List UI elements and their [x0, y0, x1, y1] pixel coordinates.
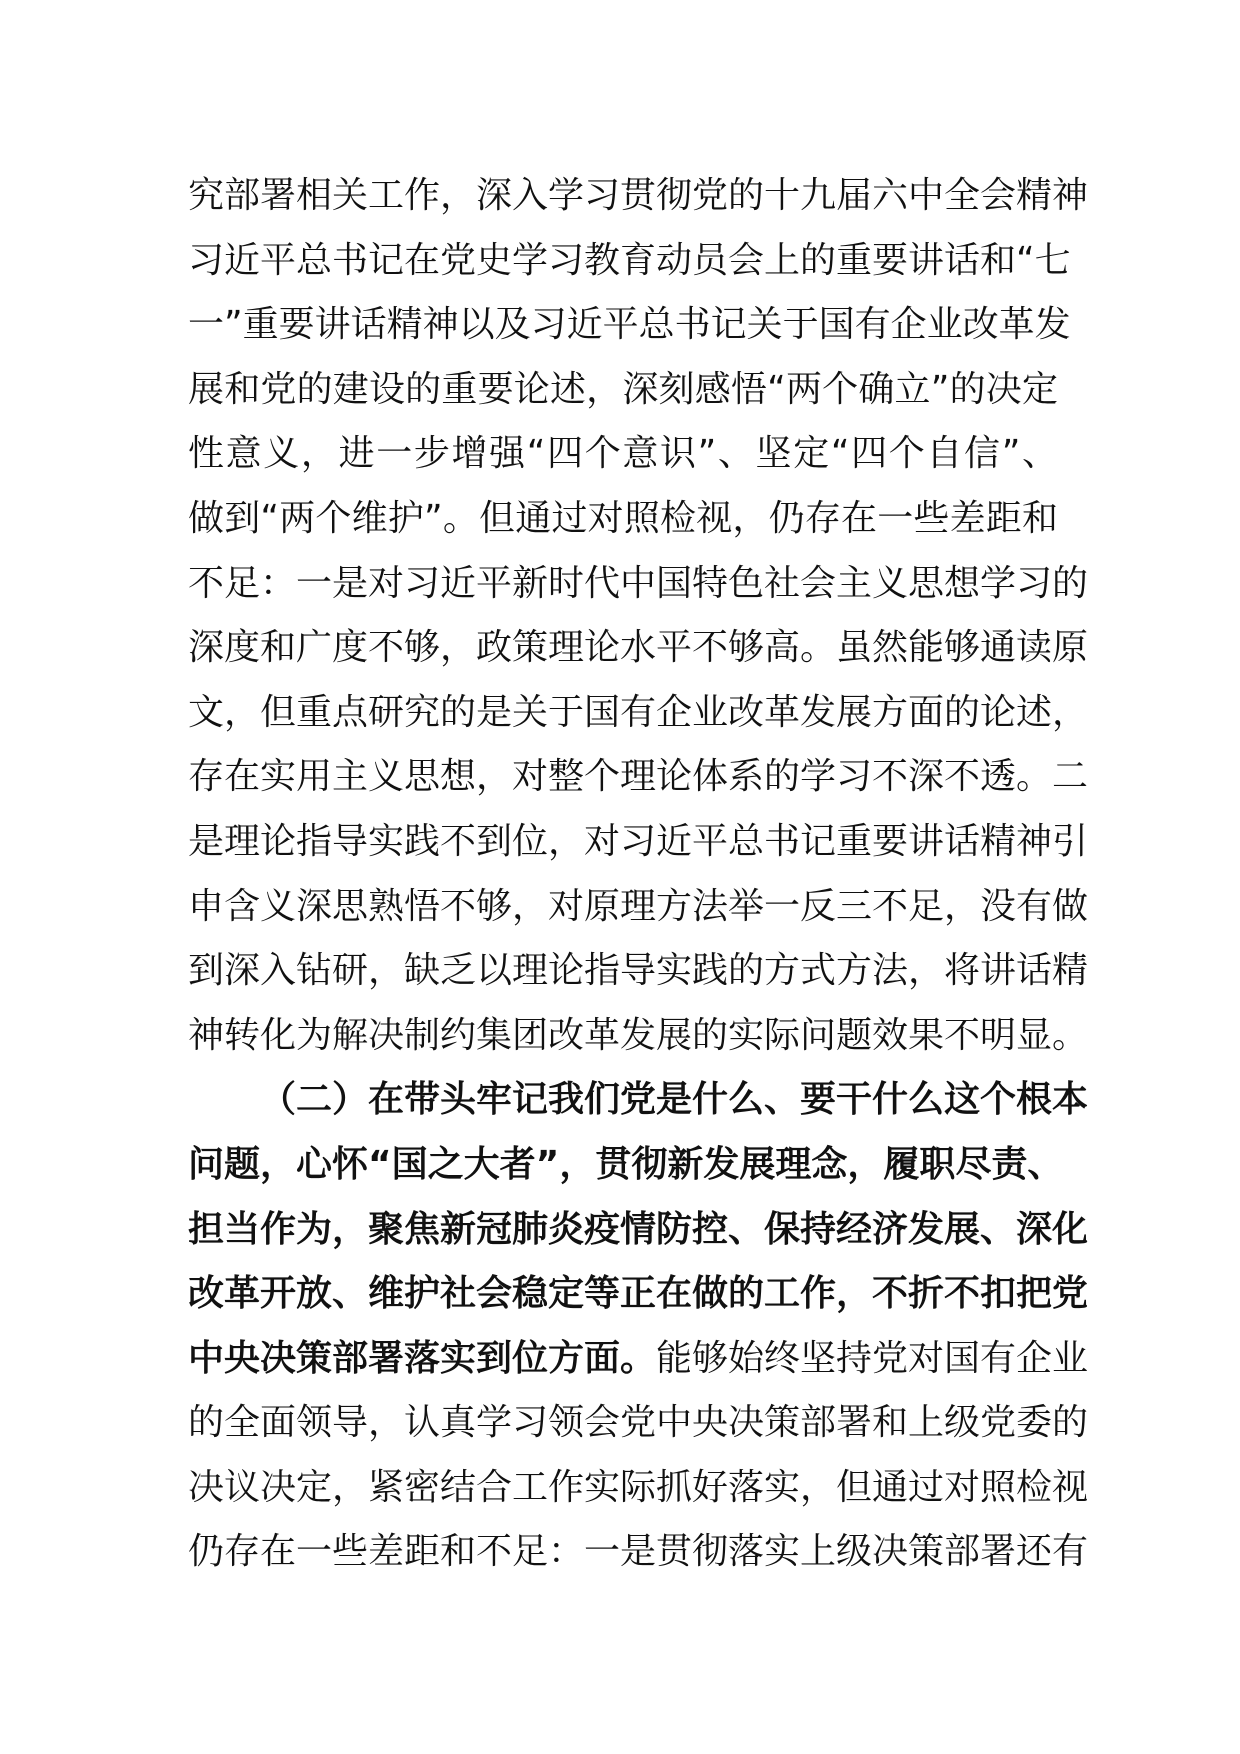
- text-line-7: 不足：一是对习近平新时代中国特色社会主义思想学习的: [188, 562, 1089, 604]
- text-line-13: 到深入钻研，缺乏以理论指导实践的方式方法，将讲话精: [188, 950, 1089, 992]
- text-line-22: 仍存在一些差距和不足：一是贯彻落实上级决策部署还有: [188, 1531, 1089, 1573]
- section-heading-line-2: 问题，心怀“国之大者”，贯彻新发展理念，履职尽责、: [188, 1143, 1064, 1185]
- text-line-8: 深度和广度不够，政策理论水平不够高。虽然能够通读原: [188, 627, 1089, 669]
- text-line-1: 究部署相关工作，深入学习贯彻党的十九届六中全会精神: [188, 175, 1089, 216]
- section-heading-line-4: 改革开放、维护社会稳定等正在做的工作，不折不扣把党: [188, 1273, 1089, 1315]
- section-heading-line-5: [188, 1327, 1089, 1392]
- text-line-4: 展和党的建设的重要论述，深刻感悟“两个确立”的决定: [188, 368, 1058, 410]
- text-line-14: 神转化为解决制约集团改革发展的实际问题效果不明显。: [188, 1014, 1089, 1056]
- text-line-10: 存在实用主义思想，对整个理论体系的学习不深不透。二: [188, 756, 1089, 798]
- text-line-21: 决议决定，紧密结合工作实际抓好落实，但通过对照检视: [188, 1466, 1089, 1508]
- text-line-20: 的全面领导，认真学习领会党中央决策部署和上级党委的: [188, 1402, 1089, 1444]
- text-line-11: 是理论指导实践不到位，对习近平总书记重要讲话精神引: [188, 820, 1089, 862]
- paragraph-start: 能够始终坚持党对国有企业: [656, 1337, 1089, 1379]
- text-line-6: 做到“两个维护”。但通过对照检视，仍存在一些差距和: [188, 497, 1058, 539]
- text-line-3: 一”重要讲话精神以及习近平总书记关于国有企业改革发: [188, 304, 1071, 346]
- section-heading-line-1: （二）在带头牢记我们党是什么、要干什么这个根本: [260, 1079, 1089, 1121]
- section-heading-line-3: 担当作为，聚焦新冠肺炎疫情防控、保持经济发展、深化: [188, 1208, 1089, 1250]
- text-line-2: 习近平总书记在党史学习教育动员会上的重要讲话和“七: [188, 239, 1071, 281]
- section-heading-end: 中央决策部署落实到位方面。: [188, 1337, 657, 1379]
- body-text: [188, 164, 1089, 1585]
- text-line-9: 文，但重点研究的是关于国有企业改革发展方面的论述，: [188, 691, 1089, 733]
- text-line-12: 申含义深思熟悟不够，对原理方法举一反三不足，没有做: [188, 885, 1089, 927]
- text-line-5: 性意义，进一步增强“四个意识”、坚定“四个自信”、: [188, 433, 1058, 475]
